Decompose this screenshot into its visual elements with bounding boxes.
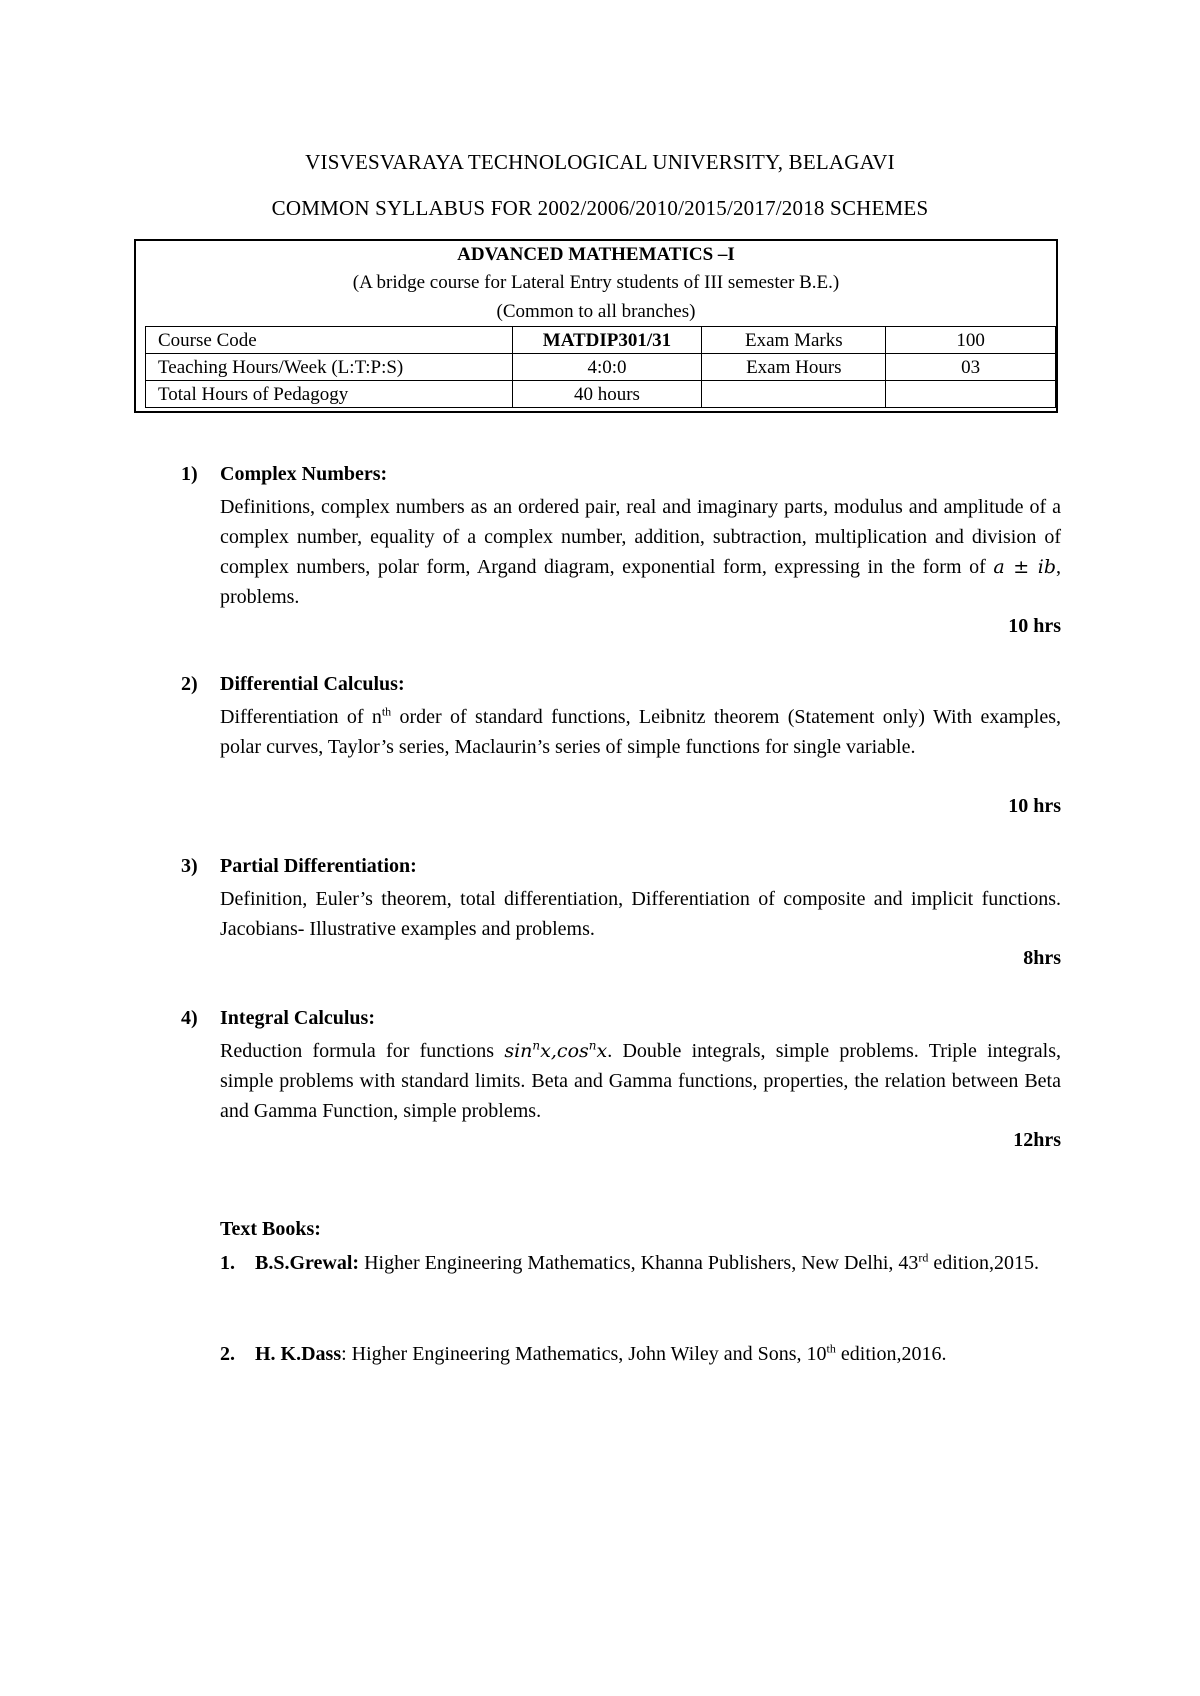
section-body [220,1036,1061,1126]
section-body [220,702,1061,762]
section-text: Definitions, complex numbers as an ordered pair, real and imaginary parts, modulus and amplitude of a complex number, equality of a complex number, addition, subtraction, multiplication and division of complex numbers, polar form, Argand diagram, exponential form, expressing in the form of [220,496,1061,578]
math-arg: x [596,1040,608,1062]
section-body [220,492,1061,612]
textbook-number: 2. [220,1343,235,1365]
table-cell: 4:0:0 [512,354,702,381]
textbook-detail: edition,2015. [928,1252,1039,1274]
table-row [146,354,1056,381]
table-cell: MATDIP301/31 [512,327,702,354]
section-body: Definition, Euler’s theorem, total differentiation, Differentiation of composite and implicit functions. Jacobians- Illustrative examples and problems. [220,888,1061,940]
superscript: th [381,704,392,719]
textbook-text [255,1339,1055,1369]
table-cell: Total Hours of Pedagogy [146,381,513,408]
section-text: Differentiation of n [220,706,382,728]
math-base: sin [504,1040,533,1062]
section-text: , problems. [220,556,1062,608]
math-arg: x, [540,1040,557,1062]
textbook-detail: edition,2016. [835,1343,947,1365]
table-row [146,381,1056,408]
section-hours: 10 hrs [1008,615,1061,637]
course-info-box [134,239,1058,413]
textbooks-title: Text Books: [220,1218,321,1240]
superscript: th [826,1341,836,1356]
section-number: 1) [181,463,198,485]
scheme-title: COMMON SYLLABUS FOR 2002/2006/2010/2015/2017/2018 SCHEMES [271,196,929,220]
section-text: Reduction formula for functions [220,1040,505,1062]
table-cell [702,381,886,408]
table-cell: 03 [886,354,1056,381]
math-expression [504,1040,607,1062]
table-cell: Teaching Hours/Week (L:T:P:S) [146,354,513,381]
math-exponent: n [532,1038,541,1053]
table-cell: 40 hours [512,381,702,408]
textbook-author: B.S.Grewal: [255,1252,360,1274]
section-number: 3) [181,855,198,877]
textbook-author: H. K.Dass [255,1343,342,1365]
table-row [146,327,1056,354]
section-title: Differential Calculus: [220,673,405,695]
section-title: Integral Calculus: [220,1007,375,1029]
course-subtitle-branches: (Common to all branches) [496,301,696,322]
course-title: ADVANCED MATHEMATICS –I [457,244,735,265]
math-expression: a ± ib [993,556,1057,578]
section-text: . Double integrals, simple problems. Triple integrals, simple problems with standard limits. Beta and Gamma functions, properties, the relation between Beta and Gamma Function, simple problems. [220,1040,1061,1122]
section-title: Complex Numbers: [220,463,388,485]
section-number: 2) [181,673,198,695]
textbook-detail: Higher Engineering Mathematics, Khanna Publishers, New Delhi, 43 [359,1252,919,1274]
textbook-detail: : Higher Engineering Mathematics, John Wiley and Sons, 10 [341,1343,827,1365]
math-exponent: n [588,1038,597,1053]
section-hours: 8hrs [1023,947,1061,969]
table-cell: Course Code [146,327,513,354]
textbook-text [255,1248,1055,1278]
table-cell: Exam Marks [702,327,886,354]
superscript: rd [918,1250,929,1265]
table-cell [886,381,1056,408]
math-base: cos [556,1040,589,1062]
section-hours: 12hrs [1013,1129,1061,1151]
university-name: VISVESVARAYA TECHNOLOGICAL UNIVERSITY, BELAGAVI [305,150,895,174]
course-subtitle: (A bridge course for Lateral Entry students of III semester B.E.) [352,272,840,293]
table-cell: 100 [886,327,1056,354]
section-number: 4) [181,1007,198,1029]
section-hours: 10 hrs [1008,795,1061,817]
section-title: Partial Differentiation: [220,855,417,877]
textbook-number: 1. [220,1252,235,1274]
course-info-table [145,326,1056,408]
section-text: order of standard functions, Leibnitz theorem (Statement only) With examples, polar curves, Taylor’s series, Maclaurin’s series of simple functions for single variable. [220,706,1061,758]
table-cell: Exam Hours [702,354,886,381]
